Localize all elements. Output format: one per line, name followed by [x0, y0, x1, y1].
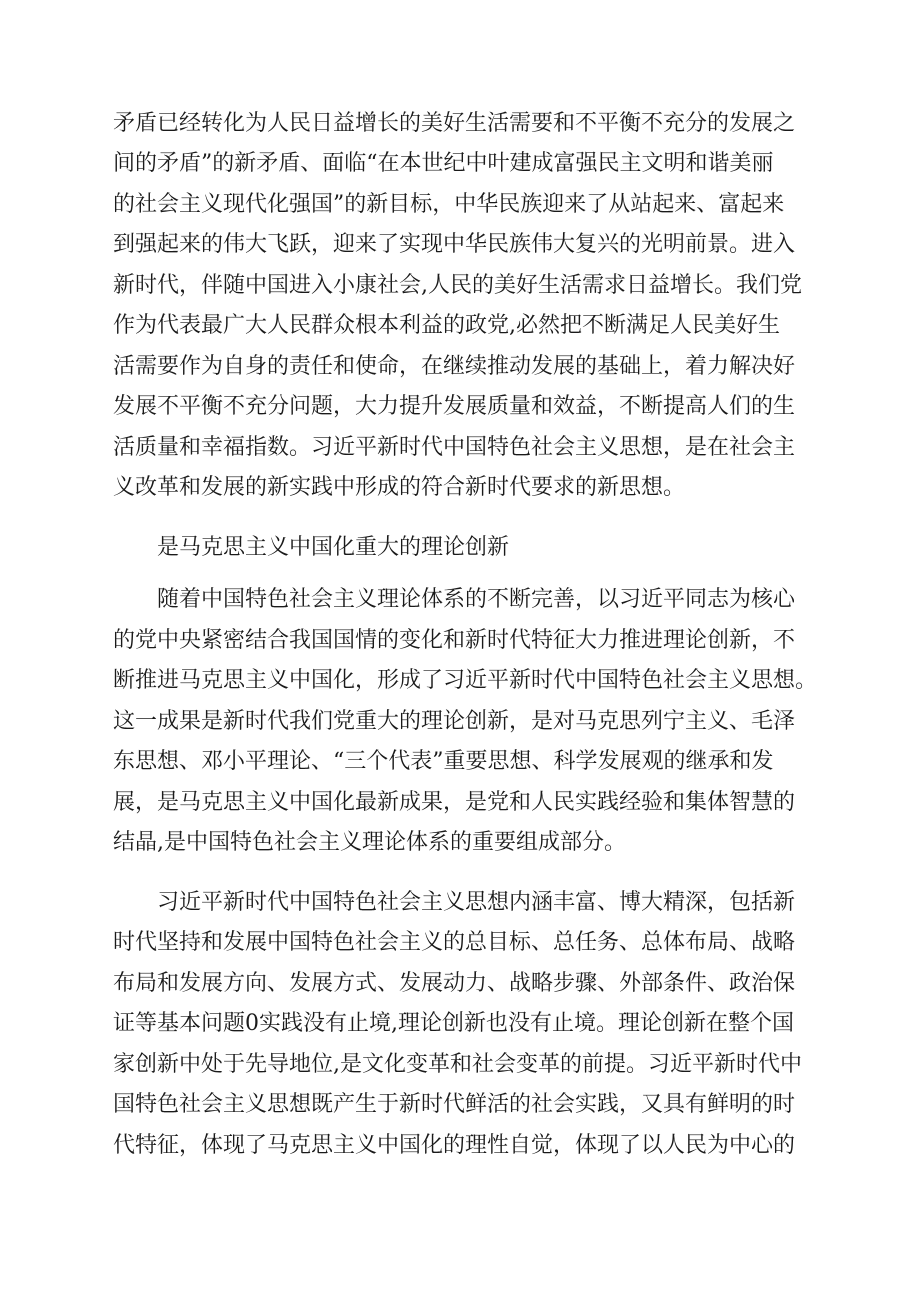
text-line: 结晶,是中国特色社会主义理论体系的重要组成部分。 — [113, 830, 626, 855]
text-line: 时代坚持和发展中国特色社会主义的总目标、总任务、总体布局、战略 — [113, 930, 796, 955]
text-line: 东思想、邓小平理论、“三个代表”重要思想、科学发展观的继承和发 — [113, 749, 774, 774]
text-line: 的社会主义现代化强国”的新目标，中华民族迎来了从站起来、富起来 — [113, 192, 785, 217]
text-line: 的党中央紧密结合我国国情的变化和新时代特征大力推进理论创新，不 — [113, 628, 796, 653]
text-line: 活质量和幸福指数。习近平新时代中国特色社会主义思想，是在社会主 — [113, 435, 796, 460]
text-line: 义改革和发展的新实践中形成的符合新时代要求的新思想。 — [113, 475, 686, 500]
text-line: 作为代表最广大人民群众根本利益的政党,必然把不断满足人民美好生 — [113, 313, 780, 338]
text-line: 展，是马克思主义中国化最新成果，是党和人民实践经验和集体智慧的 — [113, 790, 796, 815]
text-line: 证等基本问题0实践没有止境,理论创新也没有止境。理论创新在整个国 — [113, 1011, 794, 1036]
text-line: 随着中国特色社会主义理论体系的不断完善，以习近平同志为核心 — [157, 587, 796, 612]
text-line: 发展不平衡不充分问题，大力提升发展质量和效益，不断提高人们的生 — [113, 394, 796, 419]
text-line: 习近平新时代中国特色社会主义思想内涵丰富、博大精深，包括新 — [157, 890, 796, 915]
section-heading: 是马克思主义中国化重大的理论创新 — [157, 535, 510, 560]
text-line: 到强起来的伟大飞跃，迎来了实现中华民族伟大复兴的光明前景。进入 — [113, 232, 796, 257]
text-line: 家创新中处于先导地位,是文化变革和社会变革的前提。习近平新时代中 — [113, 1052, 802, 1077]
text-line: 间的矛盾”的新矛盾、面临“在本世纪中叶建成富强民主文明和谐美丽 — [113, 151, 774, 176]
text-line: 矛盾已经转化为人民日益增长的美好生活需要和不平衡不充分的发展之 — [113, 111, 796, 136]
text-line: 代特征，体现了马克思主义中国化的理性自觉，体现了以人民为中心的 — [113, 1133, 796, 1158]
text-line: 新时代，伴随中国进入小康社会,人民的美好生活需求日益增长。我们党 — [113, 273, 802, 298]
text-line: 国特色社会主义思想既产生于新时代鲜活的社会实践，又具有鲜明的时 — [113, 1092, 796, 1117]
text-line: 断推进马克思主义中国化，形成了习近平新时代中国特色社会主义思想。 — [113, 668, 818, 693]
text-line: 这一成果是新时代我们党重大的理论创新，是对马克思列宁主义、毛泽 — [113, 709, 796, 734]
text-line: 活需要作为自身的责任和使命，在继续推动发展的基础上，着力解决好 — [113, 354, 796, 379]
text-line: 布局和发展方向、发展方式、发展动力、战略步骤、外部条件、政治保 — [113, 971, 796, 996]
